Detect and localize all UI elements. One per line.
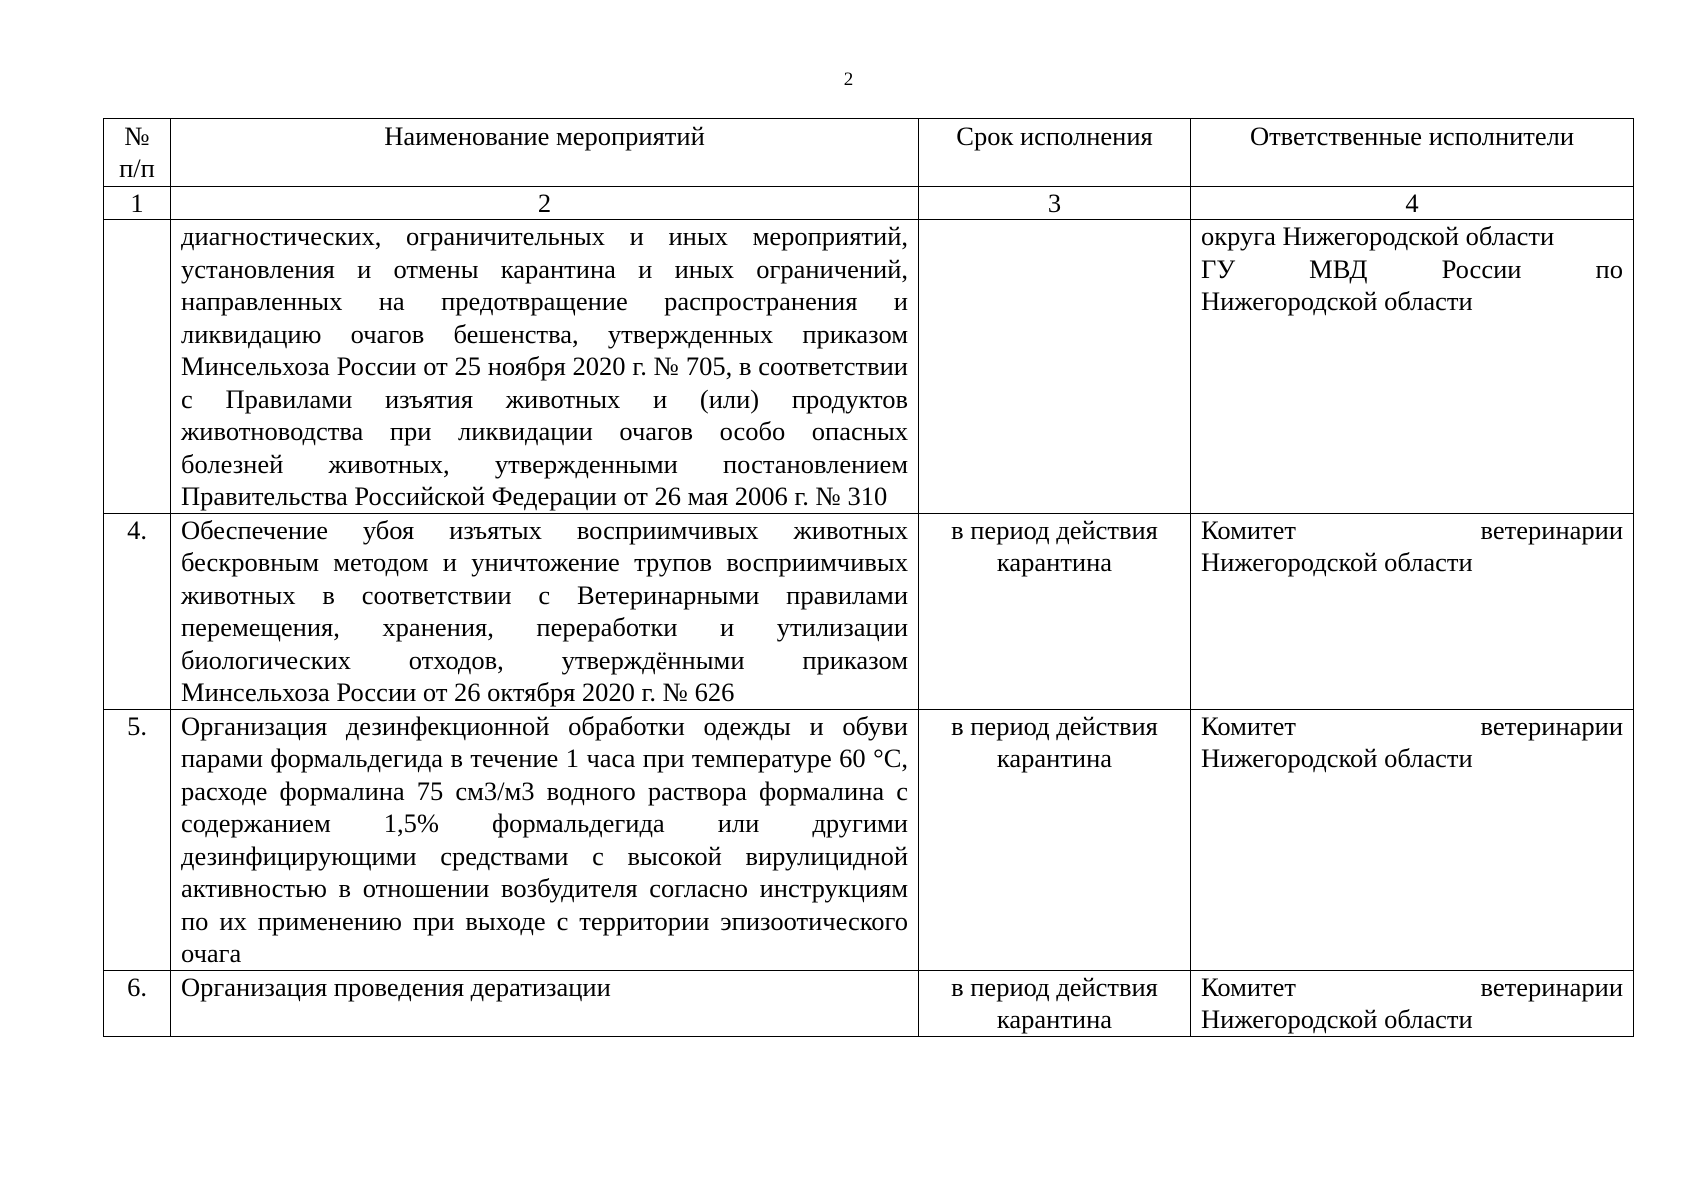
measure-name: Организация проведения дератизации (171, 970, 919, 1036)
responsible-line: Нижегородской области (1201, 743, 1473, 773)
measure-responsible (1191, 513, 1634, 709)
row-number: 5. (104, 709, 171, 970)
measure-responsible (1191, 709, 1634, 970)
column-index-cell: 2 (171, 187, 919, 220)
measure-term (919, 220, 1191, 514)
row-number (104, 220, 171, 514)
measure-name: Обеспечение убоя изъятых восприимчивых животных бескровным методом и уничтожение трупов восприимчивых животных в соответствии с Ветеринарными правилами перемещения, хранения, переработки и утилизации биологических отходов, утверждёнными приказом Минсельхоза России от 26 октября 2020 г. № 626 (171, 513, 919, 709)
responsible-word: Комитет (1201, 514, 1296, 545)
responsible-word: МВД (1309, 253, 1368, 284)
table-header-row (104, 119, 1634, 187)
responsible-line: округа Нижегородской области (1201, 221, 1555, 251)
responsible-line (1201, 971, 1623, 1004)
responsible-word: ветеринарии (1480, 971, 1623, 1002)
measure-name: Организация дезинфекционной обработки одежды и обуви парами формальдегида в течение 1 часа при температуре 60 °C, расходе формалина 75 см3/м3 водного раствора формалина с содержанием 1,5% формальдегида или другими дезинфицирующими средствами с высокой вирулицидной активностью в отношении возбудителя согласно инструкциям по их применению при выходе с территории эпизоотического очага (171, 709, 919, 970)
measure-term: в период действия карантина (919, 709, 1191, 970)
measure-term: в период действия карантина (919, 970, 1191, 1036)
measure-responsible (1191, 220, 1634, 514)
page-number: 2 (843, 69, 854, 90)
responsible-line: Нижегородской области (1201, 286, 1473, 316)
table-row (104, 220, 1634, 514)
table-row (104, 970, 1634, 1036)
header-name: Наименование мероприятий (171, 119, 919, 187)
responsible-word: по (1595, 253, 1623, 284)
responsible-word: ГУ (1201, 253, 1236, 284)
column-index-cell: 1 (104, 187, 171, 220)
table-row (104, 709, 1634, 970)
measures-table (103, 118, 1634, 1037)
column-index-cell: 3 (919, 187, 1191, 220)
row-number: 6. (104, 970, 171, 1036)
responsible-line (1201, 514, 1623, 547)
responsible-line: Нижегородской области (1201, 1004, 1473, 1034)
column-index-cell: 4 (1191, 187, 1634, 220)
responsible-line: Нижегородской области (1201, 547, 1473, 577)
header-num: № п/п (104, 119, 171, 187)
responsible-word: Комитет (1201, 971, 1296, 1002)
measure-responsible (1191, 970, 1634, 1036)
header-term: Срок исполнения (919, 119, 1191, 187)
measure-name: диагностических, ограничительных и иных мероприятий, установления и отмены карантина и иных ограничений, направленных на предотвращение распространения и ликвидацию очагов бешенства, утвержденных приказом Минсельхоза России от 25 ноября 2020 г. № 705, в соответствии с Правилами изъятия животных и (или) продуктов животноводства при ликвидации очагов особо опасных болезней животных, утвержденными постановлением Правительства Российской Федерации от 26 мая 2006 г. № 310 (171, 220, 919, 514)
responsible-word: ветеринарии (1480, 514, 1623, 545)
responsible-word: ветеринарии (1480, 710, 1623, 741)
header-responsible: Ответственные исполнители (1191, 119, 1634, 187)
responsible-word: Комитет (1201, 710, 1296, 741)
table-row (104, 513, 1634, 709)
responsible-word: России (1441, 253, 1522, 284)
row-number: 4. (104, 513, 171, 709)
column-index-row (104, 187, 1634, 220)
responsible-line (1201, 710, 1623, 743)
measure-term: в период действия карантина (919, 513, 1191, 709)
responsible-line (1201, 253, 1623, 286)
